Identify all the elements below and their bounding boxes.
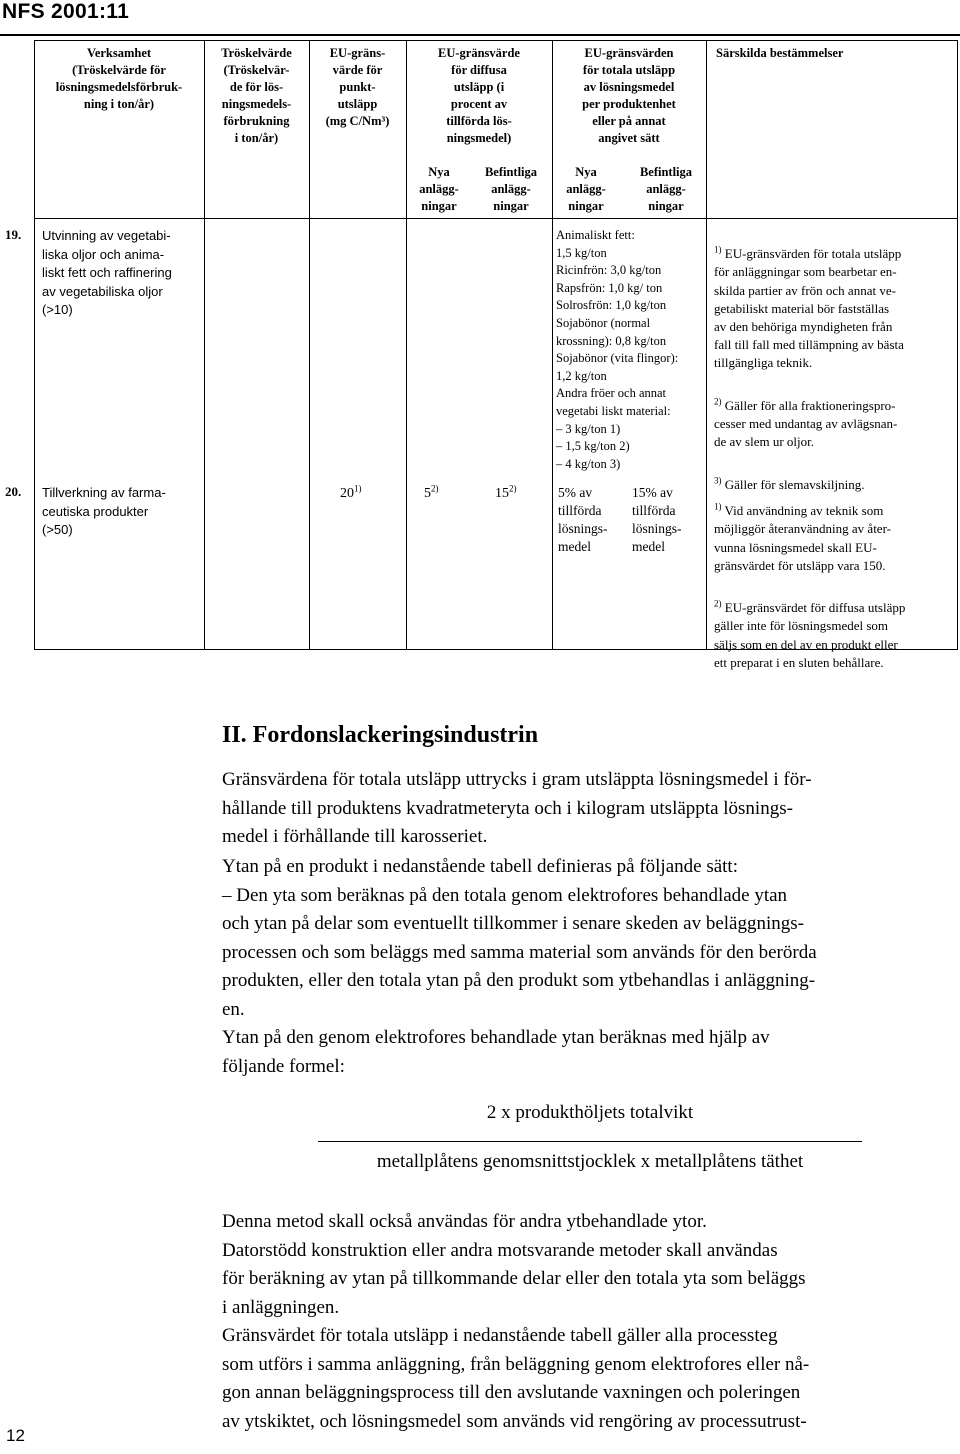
document-title: NFS 2001:11 <box>2 0 130 23</box>
table-divider <box>406 40 407 650</box>
row-notes <box>714 227 956 512</box>
sub-header-nya: Nya anlägg- ningar <box>566 165 606 213</box>
formula-numerator: 2 x produkthöljets totalvikt <box>486 1102 694 1123</box>
diffusa-limit-befintliga: 15$^{2)}$ <box>495 483 517 501</box>
row-notes <box>714 484 956 690</box>
paragraph: Gränsvärdena för totala utsläpp uttrycks i gram utsläppta lösningsmedel i för- hållande till produktens kvadratmeteryta och i kilogram utsläppta lösnings- medel i förhållande till karosseriet. <box>222 769 812 847</box>
row-number: 19. <box>5 227 22 242</box>
sub-header-nya: Nya anlägg- ningar <box>419 165 459 213</box>
document-header <box>0 0 960 36</box>
table-divider <box>706 40 707 650</box>
table-divider <box>34 218 958 219</box>
row-activity: Utvinning av vegetabi- liska oljor och anima- liskt fett och raffinering av vegetabiliska oljor (>10) <box>42 228 172 317</box>
footnote: $^{3)}$ Gäller för slemavskiljning. <box>714 475 865 492</box>
col-header-punktutslapp: EU-gräns- värde för punkt- utsläpp (mg C/Nm³) <box>325 46 390 128</box>
row-number: 20. <box>5 484 22 499</box>
row-totala-values: Animaliskt fett: 1,5 kg/ton Ricinfrön: 3,0 kg/ton Rapsfrön: 1,0 kg/ ton Solrosfrön: 1,0 kg/ton Sojabönor (normal krossning): 0,8 kg/ton Sojabönor (vita flingor): 1,2 kg/ton Andra fröer och annat vegetabi liskt material: – 3 kg/ton 1) – 1,5 kg/ton 2) – 4 kg/ton 3) <box>556 228 679 471</box>
totala-limit-nya: 5% av tillförda lösnings- medel <box>558 485 608 554</box>
punkt-limit: 20$^{1)}$ <box>340 483 362 501</box>
paragraph: Denna metod skall också användas för andra ytbehandlade ytor. Datorstödd konstruktion eller andra motsvarande metoder skall användas för beräkning av ytan på tillkommande delar eller den totala yta som beläggs i anläggningen. Gränsvärdet för totala utsläpp i nedanstående tabell gäller alla processteg som utförs i samma anläggning, från beläggning genom elektrofores eller nå- gon annan beläggningsprocess till den avslutande vaxningen och poleringen av ytskiktet, och lösningsmedel som används vid rengöring av processutrust- <box>222 1211 810 1432</box>
table-divider <box>309 40 310 650</box>
col-header-diffusa: EU-gränsvärde för diffusa utsläpp (i procent av tillförda lös- ningsmedel) <box>438 46 520 145</box>
table-divider <box>552 40 553 650</box>
sub-header-befintliga: Befintliga anlägg- ningar <box>484 165 538 213</box>
table-divider <box>204 40 205 650</box>
formula-denominator: metallplåtens genomsnittstjocklek x metallplåtens täthet <box>376 1151 804 1172</box>
footnote: $^{1)}$ EU-gränsvärden för totala utsläpp för anläggningar som bearbetar en- skilda partier av frön och annat ve- getabiliskt material bör fastställas av den behöriga myndigheten från fall till fall med tillämpning av bästa tillgängliga teknik. <box>714 244 904 371</box>
fraction-line <box>318 1141 862 1142</box>
row-activity: Tillverkning av farma- ceutiska produkter (>50) <box>42 485 166 537</box>
col-header-troskelvarde: Tröskelvärde (Tröskelvär- de för lös- ningsmedels- förbrukning i ton/år) <box>221 46 292 145</box>
footnote: $^{2)}$ EU-gränsvärdet för diffusa utsläpp gäller inte för lösningsmedel som säljs som en del av en produkt eller ett preparat i en sluten behållare. <box>714 598 906 670</box>
page-number: 12 <box>6 1426 25 1445</box>
totala-limit-befintliga: 15% av tillförda lösnings- medel <box>632 485 682 554</box>
diffusa-limit-nya: 5$^{2)}$ <box>424 483 439 501</box>
col-header-verksamhet: Verksamhet (Tröskelvärde för lösningsmedelsförbruk- ning i ton/år) <box>55 46 183 111</box>
section-title: II. Fordonslackeringsindustrin <box>222 722 539 748</box>
footnote: $^{1)}$ Vid användning av teknik som möjliggör återanvändning av åter- vunna lösningsmedel skall EU- gränsvärdet för utsläpp vara 150. <box>714 501 891 573</box>
footnote: $^{2)}$ Gäller för alla fraktioneringspro- cesser med undantag av avlägsnan- de av slem ur oljor. <box>714 396 898 450</box>
col-header-totala: EU-gränsvärden för totala utsläpp av lösningsmedel per produktenhet eller på annat angivet sätt <box>582 46 676 145</box>
col-header-sarskilda: Särskilda bestämmelser <box>716 46 844 60</box>
paragraph: Ytan på en produkt i nedanstående tabell definieras på följande sätt: – Den yta som beräknas på den totala genom elektrofores behandlade ytan och ytan på delar som eventuellt tillkommer i senare skeden av beläggnings- processen och som beläggs med samma material som används för den berörda produkten, eller den totala ytan på den produkt som ytbehandlas i anläggning- en. Ytan på den genom elektrofores behandlade ytan beräknas med hjälp av följande formel: <box>222 856 817 1077</box>
sub-header-befintliga: Befintliga anlägg- ningar <box>639 165 693 213</box>
